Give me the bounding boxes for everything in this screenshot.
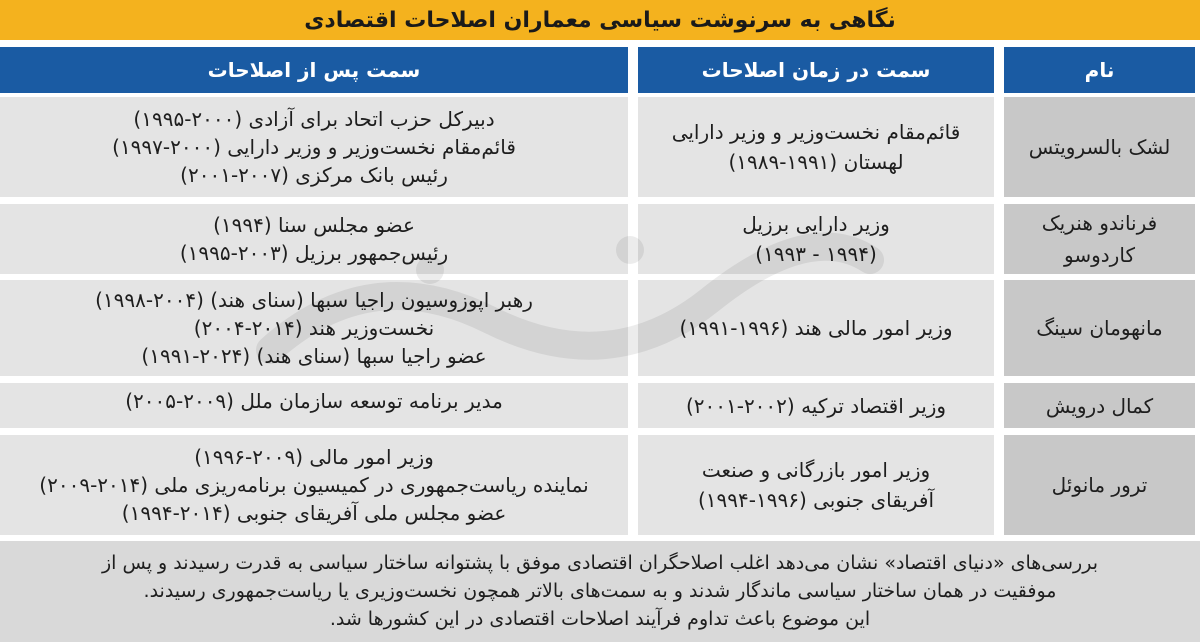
summary-line: موفقیت در همان ساختار سیاسی ماندگار شدند و به سمت‌های بالاتر همچون نخست‌وزیری یا ریاست‌جمهوری رسیدند.: [143, 580, 1057, 602]
position-during: وزیر امور بازرگانی و صنعت آفریقای جنوبی (۱۹۹۶-۱۹۹۴): [638, 435, 994, 535]
person-name: فرناندو هنریک کاردوسو: [1004, 204, 1195, 274]
header-name: نام: [1004, 47, 1195, 93]
table-row: [0, 204, 1200, 274]
position-after: وزیر امور مالی (۲۰۰۹-۱۹۹۶) نماینده ریاست‌جمهوری در کمیسیون برنامه‌ریزی ملی (۲۰۱۴-۲۰۰۹) عضو مجلس ملی آفریقای جنوبی (۲۰۱۴-۱۹۹۴): [0, 435, 628, 535]
table-row: [0, 97, 1200, 197]
position-during: قائم‌مقام نخست‌وزیر و وزیر دارایی لهستان (۱۹۹۱-۱۹۸۹): [638, 97, 994, 197]
table-header-row: [0, 47, 1200, 93]
table-title: نگاهی به سرنوشت سیاسی معماران اصلاحات اقتصادی: [0, 0, 1200, 40]
position-after: عضو مجلس سنا (۱۹۹۴) رئیس‌جمهور برزیل (۲۰۰۳-۱۹۹۵): [0, 204, 628, 274]
table-row: [0, 435, 1200, 535]
summary-line: بررسی‌های «دنیای اقتصاد» نشان می‌دهد اغلب اصلاحگران اقتصادی موفق با پشتوانه ساختار سیاسی به قدرت رسیدند و پس از: [102, 552, 1098, 574]
person-name: لشک بالسرویتس: [1004, 97, 1195, 197]
person-name: کمال درویش: [1004, 383, 1195, 428]
position-after: دبیرکل حزب اتحاد برای آزادی (۲۰۰۰-۱۹۹۵) قائم‌مقام نخست‌وزیر و وزیر دارایی (۲۰۰۰-۱۹۹۷) رئیس بانک مرکزی (۲۰۰۷-۲۰۰۱): [0, 97, 628, 197]
position-after: مدیر برنامه توسعه سازمان ملل (۲۰۰۹-۲۰۰۵): [0, 383, 628, 428]
header-during-reforms: سمت در زمان اصلاحات: [638, 47, 994, 93]
person-name: ترور مانوئل: [1004, 435, 1195, 535]
position-during: وزیر اقتصاد ترکیه (۲۰۰۲-۲۰۰۱): [638, 383, 994, 428]
position-during: وزیر دارایی برزیل (۱۹۹۴ - ۱۹۹۳): [638, 204, 994, 274]
position-during: وزیر امور مالی هند (۱۹۹۶-۱۹۹۱): [638, 280, 994, 376]
person-name: مانهومان سینگ: [1004, 280, 1195, 376]
table-row: [0, 383, 1200, 428]
summary-note: [0, 541, 1200, 642]
table-row: [0, 280, 1200, 376]
position-after: رهبر اپوزوسیون راجیا سبها (سنای هند) (۲۰۰۴-۱۹۹۸) نخست‌وزیر هند (۲۰۱۴-۲۰۰۴) عضو راجیا سبها (سنای هند) (۲۰۲۴-۱۹۹۱): [0, 280, 628, 376]
summary-line: این موضوع باعث تداوم فرآیند اصلاحات اقتصادی در این کشورها شد.: [329, 608, 871, 630]
header-after-reforms: سمت پس از اصلاحات: [0, 47, 628, 93]
